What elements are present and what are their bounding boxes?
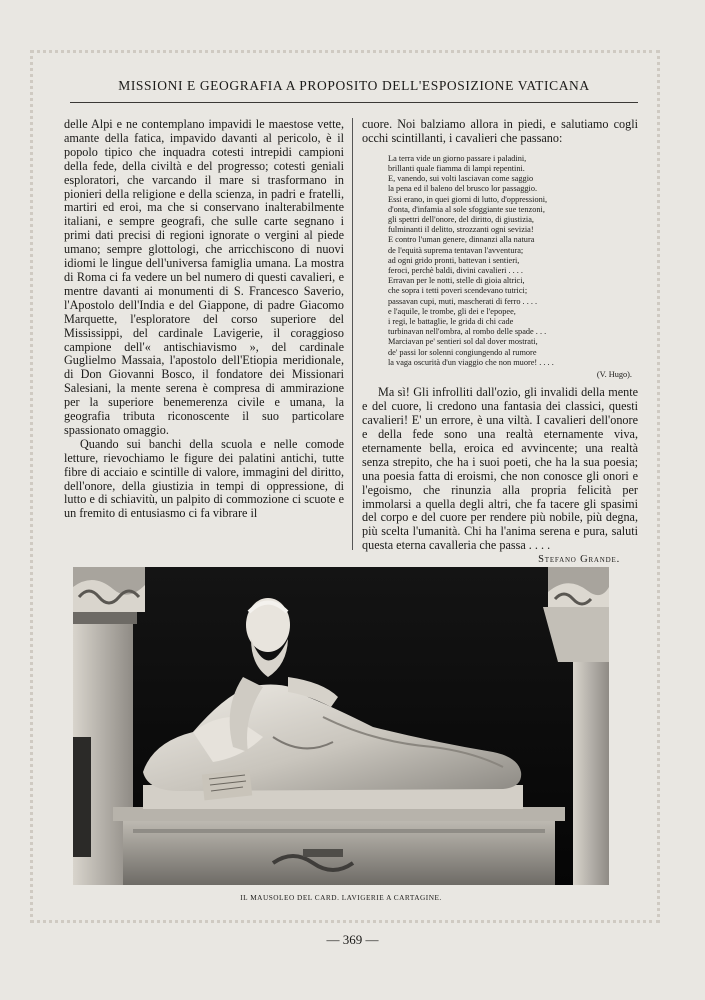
poem-line: La terra vide un giorno passare i paladini, — [388, 153, 527, 163]
mausoleum-illustration — [73, 567, 609, 885]
poem-quote — [388, 154, 638, 380]
poem-line: ad ogni grido pronti, battevan i sentieri, — [388, 255, 520, 265]
left-paragraph-1: delle Alpi e ne contemplano impavidi le maestose vette, amante della fatica, impavido davanti al pericolo, è il popolo tipico che inquadra cotesti intrepidi campioni della fede, della civiltà e del progresso; cotesti geniali esploratori, che varcando il mare si trasformano in pionieri della religione e della scienza, in padri e fratelli, martiri ed eroi, ma che si conservano inalterabilmente italiani, e sempre geografi, che sulle carte segnano i primi dati precisi di regioni ignorate o vergini al piede umano; sempre glottologi, che arricchiscono di nuovi idiomi le lingue dell'universa famiglia umana. La mostra di Roma ci fa vedere un bel numero di questi cavalieri, e mentre davanti ai monumenti di S. Francesco Saverio, l'Apostolo dell'India e del Giappone, di padre Giacomo Marquette, l'esploratore del corso superiore del Mississippi, del cardinale Lavigerie, il coraggioso campione dell'« antischiavismo », del cardinale Guglielmo Massaia, l'apostolo dell'Etiopia meridionale, di Don Giovanni Bosco, il fondatore dei Missionari Salesiani, la mente serena è compresa di ammirazione per la superiore benemerenza civile e umana, la geografia tributa riconoscente il suo particolare spassionato omaggio. — [64, 117, 344, 437]
header-rule — [70, 102, 638, 103]
running-title: MISSIONI E GEOGRAFIA A PROPOSITO DELL'ESPOSIZIONE VATICANA — [118, 78, 590, 93]
right-closing-paragraph: Ma sì! Gli infrolliti dall'ozio, gli invalidi della mente e del cuore, li credono una fantasia dei classici, questi cavalieri! E' un errore, è una viltà. I cavalieri dell'onore e della fede sono una realtà eternamente viva, eternamente bella, eroica ed avvincente; una realtà senza strepito, che ha i suoi poeti, che ha la sua poesia; una poesia fatta di eroismi, che non conosce gli onori e l'egoismo, che rinunzia alla propria felicità per immolarsi a quella degli altri, che fa tacere gli spasimi del corpo e del cuore per rendere più nobile, più degna, più scelta l'umanità. Chi ha l'anima serena e pura, saluti questa eterna cavalleria che passa . . . . — [362, 385, 638, 553]
poem-line: gli spettri dell'onore, del diritto, di giustizia, — [388, 215, 534, 225]
poem-line: che sopra i tetti poveri scendevano tutrici; — [388, 286, 528, 296]
author-signature: Stefano Grande. — [538, 554, 620, 566]
right-opening-paragraph: cuore. Noi balziamo allora in piedi, e salutiamo cogli occhi scintillanti, i cavalieri che passano: — [362, 117, 638, 145]
poem-line: feroci, perchè baldi, divini cavalieri . . . . — [388, 266, 523, 276]
page-number: — 369 — — [326, 932, 379, 947]
poem-line: E contro l'uman genere, dinnanzi alla natura — [388, 235, 535, 245]
poem-line: de' passi lor solenni congiungendo al rumore — [388, 347, 537, 357]
poem-line: Erravan per le notti, stelle di gioia altrici, — [388, 276, 525, 286]
poem-line: Essi erano, in quei giorni di lutto, d'oppressioni, — [388, 194, 548, 204]
poem-line: Marciavan pe' sentieri sol dal dover mostrati, — [388, 337, 538, 347]
poem-line: fulminanti il delitto, strozzanti ogni sevizia! — [388, 225, 534, 235]
poem-line: e l'aquile, le trombe, gli dei e l'epopee, — [388, 306, 516, 316]
mausoleum-photograph — [73, 567, 609, 885]
poem-line: turbinavan nell'ombra, al rombo delle spade . . . — [388, 327, 547, 337]
poem-line: la vaga oscurità d'un viaggio che non muore! . . . . — [388, 357, 554, 367]
right-column — [362, 118, 638, 567]
column-divider — [352, 118, 353, 550]
poem-line: i regi, le battaglie, le grida di chi cade — [388, 317, 514, 327]
poem-line: la pena ed il baleno del brusco lor passaggio. — [388, 184, 538, 194]
left-paragraph-2: Quando sui banchi della scuola e nelle comode letture, rievochiamo le figure dei palatini antichi, tutte fibre di acciaio e scintille di valore, immagini del diritto, dell'onore, della giustizia in tempi di oppressione, di lutto e di schiavitù, un palpito di commozione ci scuote e un fremito di entusiasmo ci fa vibrare il — [64, 436, 344, 521]
poem-line: passavan cupi, muti, mascherati di ferro . . . . — [388, 296, 538, 306]
poem-attribution: (V. Hugo). — [596, 370, 632, 380]
poem-line: brillanti quale fiamma di lampi repentini. — [388, 164, 525, 174]
sarcophagus-base — [113, 785, 565, 885]
poem-line: d'onta, d'infamia al sole sfoggiante sue tenzoni, — [388, 204, 545, 214]
poem-line: E, vanendo, sui volti lasciavan come saggio — [388, 174, 534, 184]
figure-caption: IL MAUSOLEO DEL CARD. LAVIGERIE A CARTAGINE. — [240, 893, 442, 902]
poem-line: de l'equità suprema tentavan l'avventura; — [388, 245, 524, 255]
left-column — [64, 118, 344, 521]
